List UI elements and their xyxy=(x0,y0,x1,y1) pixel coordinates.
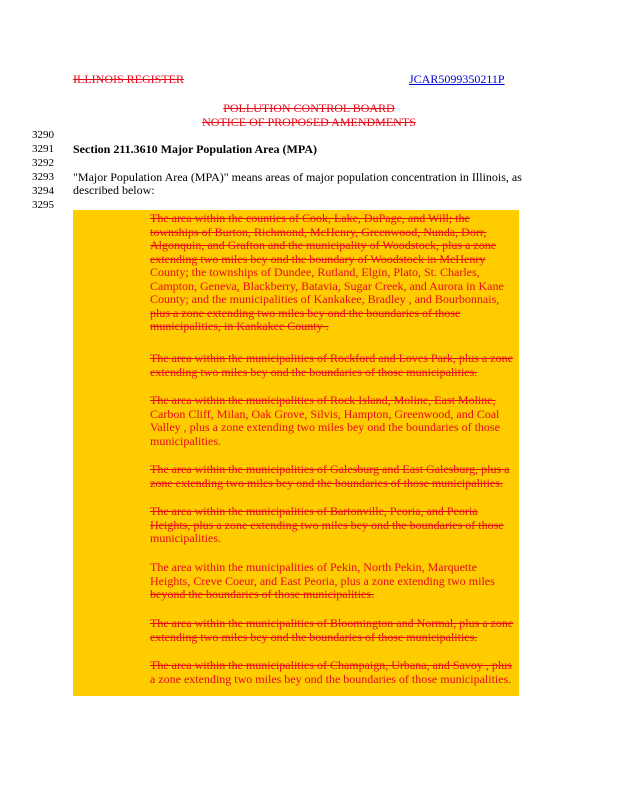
inserted-text-line: County; the townships of Dundee, Rutland, Elgin, Plato, St. Charles, xyxy=(150,265,480,279)
inserted-text-line: Campton, Geneva, Blackberry, Batavia, Sugar Creek, and Aurora in Kane xyxy=(150,278,504,293)
amendment-paragraph xyxy=(150,505,520,546)
struck-text-line: The area within the municipalities of Bartonville, Peoria, and Peoria xyxy=(150,504,478,518)
amendment-paragraph xyxy=(150,659,520,686)
inserted-text-line: municipalities. xyxy=(150,531,221,545)
struck-text-line: The area within the municipalities of Rock Island, Moline, East Moline, xyxy=(150,393,496,407)
struck-text-line: The area within the municipalities of Galesburg and East Galesburg, plus a xyxy=(150,462,510,476)
amendment-paragraph xyxy=(150,463,520,490)
line-number: 3291 xyxy=(32,143,54,155)
agency-title: POLLUTION CONTROL BOARD xyxy=(223,101,395,115)
line-number: 3295 xyxy=(32,199,54,211)
amendment-paragraph xyxy=(150,617,520,644)
struck-text-line: The area within the municipalities of Bloomington and Normal, plus a zone xyxy=(150,616,514,630)
line-number: 3292 xyxy=(32,157,54,169)
inserted-text-line: Valley , plus a zone extending two miles bey ond the boundaries of those xyxy=(150,420,500,434)
struck-text-line: Algonquin, and Grafton and the municipality of Woodstock, plus a zone xyxy=(150,238,497,252)
struck-text-line: The area within the municipalities of Rockford and Loves Park, plus a zone xyxy=(150,351,513,365)
definition-text: "Major Population Area (MPA)" means areas of major population concentration in Illinois, as xyxy=(73,170,522,184)
amendment-paragraph xyxy=(150,561,520,602)
struck-text-line: extending two miles bey ond the boundaries of those municipalities. xyxy=(150,364,478,379)
inserted-text-line: a zone extending two miles bey ond the boundaries of those municipalities. xyxy=(150,671,512,686)
amendment-paragraph xyxy=(150,212,520,334)
struck-text-line: townships of Burton, Richmond, McHenry, Greenwood, Nunda, Dorr, xyxy=(150,224,487,239)
line-number: 3294 xyxy=(32,185,54,197)
struck-text-line: The area within the municipalities of Champaign, Urbana, and Savoy , plus xyxy=(150,658,512,672)
struck-text-line: extending two miles bey ond the boundaries of those municipalities. xyxy=(150,629,478,644)
definition-text: described below: xyxy=(73,183,155,197)
amendment-paragraph xyxy=(150,352,520,379)
struck-text-line: plus a zone extending two miles bey ond the boundaries of those xyxy=(150,305,461,320)
amendment-paragraph xyxy=(150,394,520,448)
inserted-text-line: municipalities. xyxy=(150,433,221,448)
section-title: Section 211.3610 Major Population Area (MPA) xyxy=(73,142,317,156)
inserted-text-line: County; and the municipalities of Kankakee, Bradley , and Bourbonnais, xyxy=(150,292,500,306)
register-header: ILLINOIS REGISTER xyxy=(73,72,184,86)
struck-text-line: extending two miles bey ond the boundary of Woodstock in McHenry xyxy=(150,251,486,266)
struck-text-line: municipalities, in Kankakee County . xyxy=(150,319,329,333)
inserted-text-line: Carbon Cliff, Milan, Oak Grove, Silvis, Hampton, Greenwood, and Coal xyxy=(150,406,500,421)
line-number: 3293 xyxy=(32,171,54,183)
inserted-text-line: The area within the municipalities of Pekin, North Pekin, Marquette xyxy=(150,560,477,574)
line-number: 3290 xyxy=(32,129,54,141)
struck-text-line: beyond the boundaries of those municipalities. xyxy=(150,587,374,601)
struck-text-line: Heights, plus a zone extending two miles bey ond the boundaries of those xyxy=(150,517,504,532)
struck-text-line: zone extending two miles bey ond the boundaries of those municipalities. xyxy=(150,475,503,490)
inserted-text-line: Heights, Creve Coeur, and East Peoria, plus a zone extending two miles xyxy=(150,573,495,588)
struck-text-line: The area within the counties of Cook, Lake, DuPage, and Will; the xyxy=(150,211,470,225)
jcar-code-link[interactable]: JCAR5099350211P xyxy=(409,72,505,86)
notice-title: NOTICE OF PROPOSED AMENDMENTS xyxy=(202,115,416,129)
